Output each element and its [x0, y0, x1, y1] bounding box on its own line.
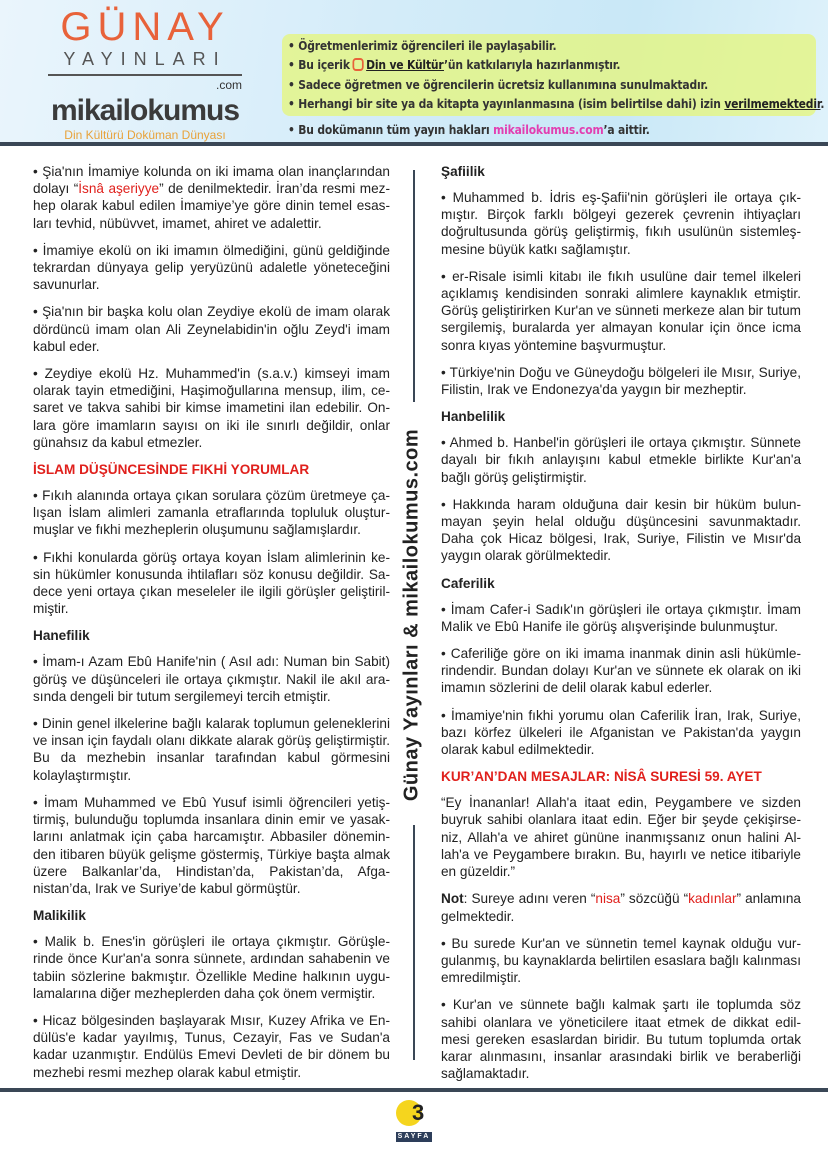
page-badge — [392, 1098, 436, 1148]
notice-line — [288, 122, 650, 138]
text-run: • Hicaz bölgesinden başlayarak Mısır, Kuzey Afrika ve Endülüs'e kadar yayılmış, Tunus, Cezayir, Fas ve Sudan'a kadar uzanmıştır. Endülüs Emevi Devleti de bir dönem bu mezhebi resmi mezhep olarak kabul etmiştir. — [33, 1012, 390, 1080]
text-run: ” sözcüğü “ — [620, 891, 689, 907]
header-divider — [0, 142, 828, 146]
highlight-term: nisa — [595, 891, 621, 907]
text-run: • Malik b. Enes'in görüşleri ile ortaya çıkmıştır. Görüşlerinde önce Kur'an'a sonra sünnete, ardından sahabenin ve tabiin sözlerine bakmıştır. Özellikle Medine halkının uygulamalarına diğer mezheplerden daha çok önem vermiştir. — [33, 934, 390, 1001]
notice-line — [288, 96, 824, 112]
subheading: Hanbelilik — [441, 409, 506, 425]
text-run: • İmamiye'nin fıkhi yorumu olan Caferilik İran, Irak, Suriye, bazı körfez ülkeleri ile Afganistan ve Pakistan'da yaygın olarak kabul edilmektedir. — [441, 707, 801, 758]
paragraph — [33, 365, 390, 451]
paragraph — [441, 496, 801, 565]
column-divider-top — [413, 170, 415, 402]
text-run: • Fıkıh alanında ortaya çıkan sorulara çözüm üretmeye çalışan İslam alimleri zamanla etraflarında topluluk oluşturmuşlar ve fıkhi mezheplerin oluşumunu sağlamışlardır. — [33, 488, 390, 538]
text-run: • Fıkhi konularda görüş ortaya koyan İslam alimlerinin kesin hükümler konusunda ihtilafları söz konusu değildir. Sadece yeni ortaya çıkan meseleler ile ilgili görüşler geliştirilmiştir. — [33, 549, 390, 617]
logo-tagline: Din Kültürü Doküman Dünyası — [64, 128, 226, 142]
paragraph — [33, 487, 390, 539]
text-run: ” de denilmektedir. İran’da resmi mezhep olarak kabul edilen İmamiye’ye göre dinin temel esasları tevhid, nübüvvet, imamet, ahiret ve adalettir. — [33, 181, 390, 231]
paragraph — [441, 794, 801, 880]
notice-line — [288, 57, 620, 73]
notice-text: ’ün katkılarıyla hazırlanmıştır. — [443, 57, 621, 72]
paragraph — [441, 935, 801, 987]
notice-text: ’a aittir. — [603, 122, 650, 137]
instagram-link[interactable]: Din ve Kültür — [366, 57, 444, 72]
instagram-icon — [352, 58, 363, 71]
paragraph — [441, 268, 801, 354]
text-run: • Ahmed b. Hanbel'in görüşleri ile ortaya çıkmıştır. Sünnete dayalı bir fıkıh anlayışını kabul etmekle birlikte Kur'an'a bağlı görüş geliştirmiştir. — [441, 435, 801, 485]
bold-label: Not — [441, 891, 464, 907]
paragraph — [33, 549, 390, 618]
paragraph — [33, 715, 390, 784]
page-number: 3 — [412, 1100, 425, 1125]
subheading: Şafiilik — [441, 164, 485, 179]
section-heading: KUR’AN’DAN MESAJLAR: NİSÂ SURESİ 59. AYET — [441, 769, 762, 785]
footer-divider — [0, 1088, 828, 1092]
notice-line: • Sadece öğretmen ve öğrencilerin ücretsiz kullanımına sunulmaktadır. — [288, 77, 709, 92]
subheading: Caferilik — [441, 575, 495, 591]
text-run: • er-Risale isimli kitabı ile fıkıh usulüne dair temel ilkeleri açıklamış kendisinden sonraki alimlere kaynaklık etmiştir. Görüş geliştirirken Kur'an ve sünneti merkeze alan bir tutum sergilemiş, buralarda yer almayan konular için önce icma sonra kıyas yöntemine başvurmuştur. — [441, 268, 801, 353]
text-run: • Dinin genel ilkelerine bağlı kalarak toplumun geleneklerini ve insan için faydalı olanı dikkate alarak görüş geliştirmiştir. Bu da mezhebin insanlar tarafından kabul görmesini kolaylaştırmıştır. — [33, 716, 390, 783]
notice-text: • Bu dokümanın tüm yayın hakları — [288, 122, 494, 137]
highlight-term: kadınlar — [688, 891, 737, 907]
text-run: “Ey İnananlar! Allah'a itaat edin, Peygambere ve sizden buyruk sahibi olanlara itaat edin. Eğer bir şeyde çekişirseniz, Allah'a ve ahiret gününe inanmışsanız onun halini Allah'a ve Peygambere bırakın. Bu, hayırlı ve netice itibariyle en güzeldir.” — [441, 795, 801, 880]
paragraph — [441, 364, 801, 398]
notice-text: • Bu içerik — [288, 57, 350, 72]
text-run: • Hakkında haram olduğuna dair kesin bir hüküm bulunmayan şeyin helal olduğu düşüncesini savunmaktadır. Daha çok Hicaz bölgesi, Irak, Suriye, Filistin ve Mısır'da yaygın olarak görülmektedir. — [441, 496, 801, 564]
notice-emphasis: verilmemektedir — [724, 96, 821, 111]
right-column — [441, 163, 801, 1092]
text-run: • Kur'an ve sünnete bağlı kalmak şartı ile toplumda söz sahibi olanlara ve yöneticilere itaat etmek de dikkat edilmesi gereken esaslardan biridir. Bu tutum toplumda ortak karar alınmasını, insanlar arasındaki birlik ve beraberliği sağlamaktadır. — [441, 997, 801, 1082]
text-run: • Caferiliğe göre on iki imama inanmak dinin asli hükümlerindendir. Bundan dolayı Kur'an ve sünnete ek olarak on iki imamın sözlerini de delil olarak kabul ederler. — [441, 646, 801, 696]
logo-brand: mikailokumus — [50, 94, 240, 127]
site-link[interactable]: mikailokumus.com — [493, 122, 604, 137]
paragraph — [441, 645, 801, 697]
paragraph — [441, 996, 801, 1082]
publisher-logo — [40, 5, 250, 143]
text-run: • İmam Muhammed ve Ebû Yusuf isimli öğrencileri yetiştirmiş, bulunduğu toplumda insanlara dinin emir ve yasaklarını anlatmak için çaba harcamıştır. Abbasiler döneminden itibaren büyük gelişme göstermiş, Türkiye başta almak üzere Balkanlar’da, Hindistan’da, Pakistan’da, Afganistan’da, Irak ve Suriye’de kabul görmüştür. — [33, 794, 390, 896]
text-run: • İmam Cafer-i Sadık'ın görüşleri ile ortaya çıkmıştır. İmam Malik ve Ebû Hanife ile görüş alışverişinde bulunmuştur. — [441, 601, 801, 634]
text-run: ” anlamına gelmektedir. — [441, 891, 801, 924]
paragraph — [441, 890, 801, 924]
column-divider-bottom — [413, 825, 415, 1060]
notice-text: . — [820, 96, 825, 111]
paragraph — [33, 242, 390, 294]
paragraph — [33, 653, 390, 705]
vertical-watermark: Günay Yayınları & mikailokumus.com — [400, 428, 423, 802]
paragraph — [441, 601, 801, 635]
text-run: • İmamiye ekolü on iki imamın ölmediğini, günü geldiğinde tekrardan dünyaya gelip yeryüzünü adaletle yöneteceğini savunurlar. — [33, 242, 390, 293]
logo-divider — [48, 74, 242, 76]
paragraph — [33, 794, 390, 897]
notice-line: • Öğretmenlerimiz öğrencileri ile paylaşabilir. — [288, 38, 557, 53]
subheading: Hanefilik — [33, 628, 90, 644]
page-label: SAYFA — [397, 1133, 431, 1140]
text-run: • Muhammed b. İdris eş-Şafii'nin görüşleri ile ortaya çıkmıştır. Birçok farklı bölgeyi gezerek çevrenin ihtiyaçları doğrultusunda görüş geliştirmiş, fıkıh usulünün sistemleşmesine büyük katkı sağlamıştır. — [441, 190, 801, 257]
text-run: • Türkiye'nin Doğu ve Güneydoğu bölgeleri ile Mısır, Suriye, Filistin, Irak ve Endonezya'da yaygın bir mezheptir. — [441, 364, 801, 398]
text-run: • Bu surede Kur'an ve sünnetin temel kaynak olduğu vurgulanmış, bu kaynaklarda belirtilen esaslara bağlı kalınması emredilmiştir. — [441, 935, 801, 986]
section-heading: İSLAM DÜŞÜNCESİNDE FIKHİ YORUMLAR — [33, 462, 310, 478]
left-column — [33, 163, 390, 1091]
logo-com: .com — [215, 78, 242, 92]
paragraph — [441, 707, 801, 759]
text-run: • Zeydiye ekolü Hz. Muhammed'in (s.a.v.) kimseyi imam olarak tayin etmediğini, Haşimoğullarına mensup, ilim, cesaret ve takva sahibi bir kimse imametini ilan edebilir. Onlara göre imamların sayısı on iki ile sınırlı değildir, onlar günahsız da kabul etmezler. — [33, 366, 390, 450]
highlight-term: İsnâ aşeriyye — [78, 181, 160, 197]
paragraph — [441, 189, 801, 258]
logo-yayinlari: YAYINLARI — [63, 49, 227, 69]
text-run: • İmam-ı Azam Ebû Hanife'nin ( Asıl adı: Numan bin Sabit) görüş ve düşünceleri ile ortaya çıkmıştır. Nakil ile akıl arasında dengeli bir tutum sergilemeyi tercih etmiştir. — [33, 654, 390, 704]
header-banner — [0, 0, 828, 142]
text-run: • Şia'nın İmamiye kolunda on iki imama olan inançlarından dolayı “ — [33, 164, 390, 197]
paragraph — [33, 303, 390, 355]
text-run: : Sureye adını veren “ — [463, 891, 596, 907]
paragraph — [33, 1012, 390, 1081]
text-run: • Şia'nın bir başka kolu olan Zeydiye ekolü de imam olarak dördüncü imam olan Ali Zeynelabidin'in oğlu Zeyd'i imam kabul eder. — [33, 304, 390, 354]
subheading: Malikilik — [33, 908, 86, 924]
paragraph — [441, 434, 801, 486]
paragraph — [33, 933, 390, 1002]
logo-gunay: GÜNAY — [60, 5, 230, 49]
notice-text: • Herhangi bir site ya da kitapta yayınlanmasına (isim belirtilse dahi) izin — [288, 96, 725, 111]
paragraph — [33, 163, 390, 232]
